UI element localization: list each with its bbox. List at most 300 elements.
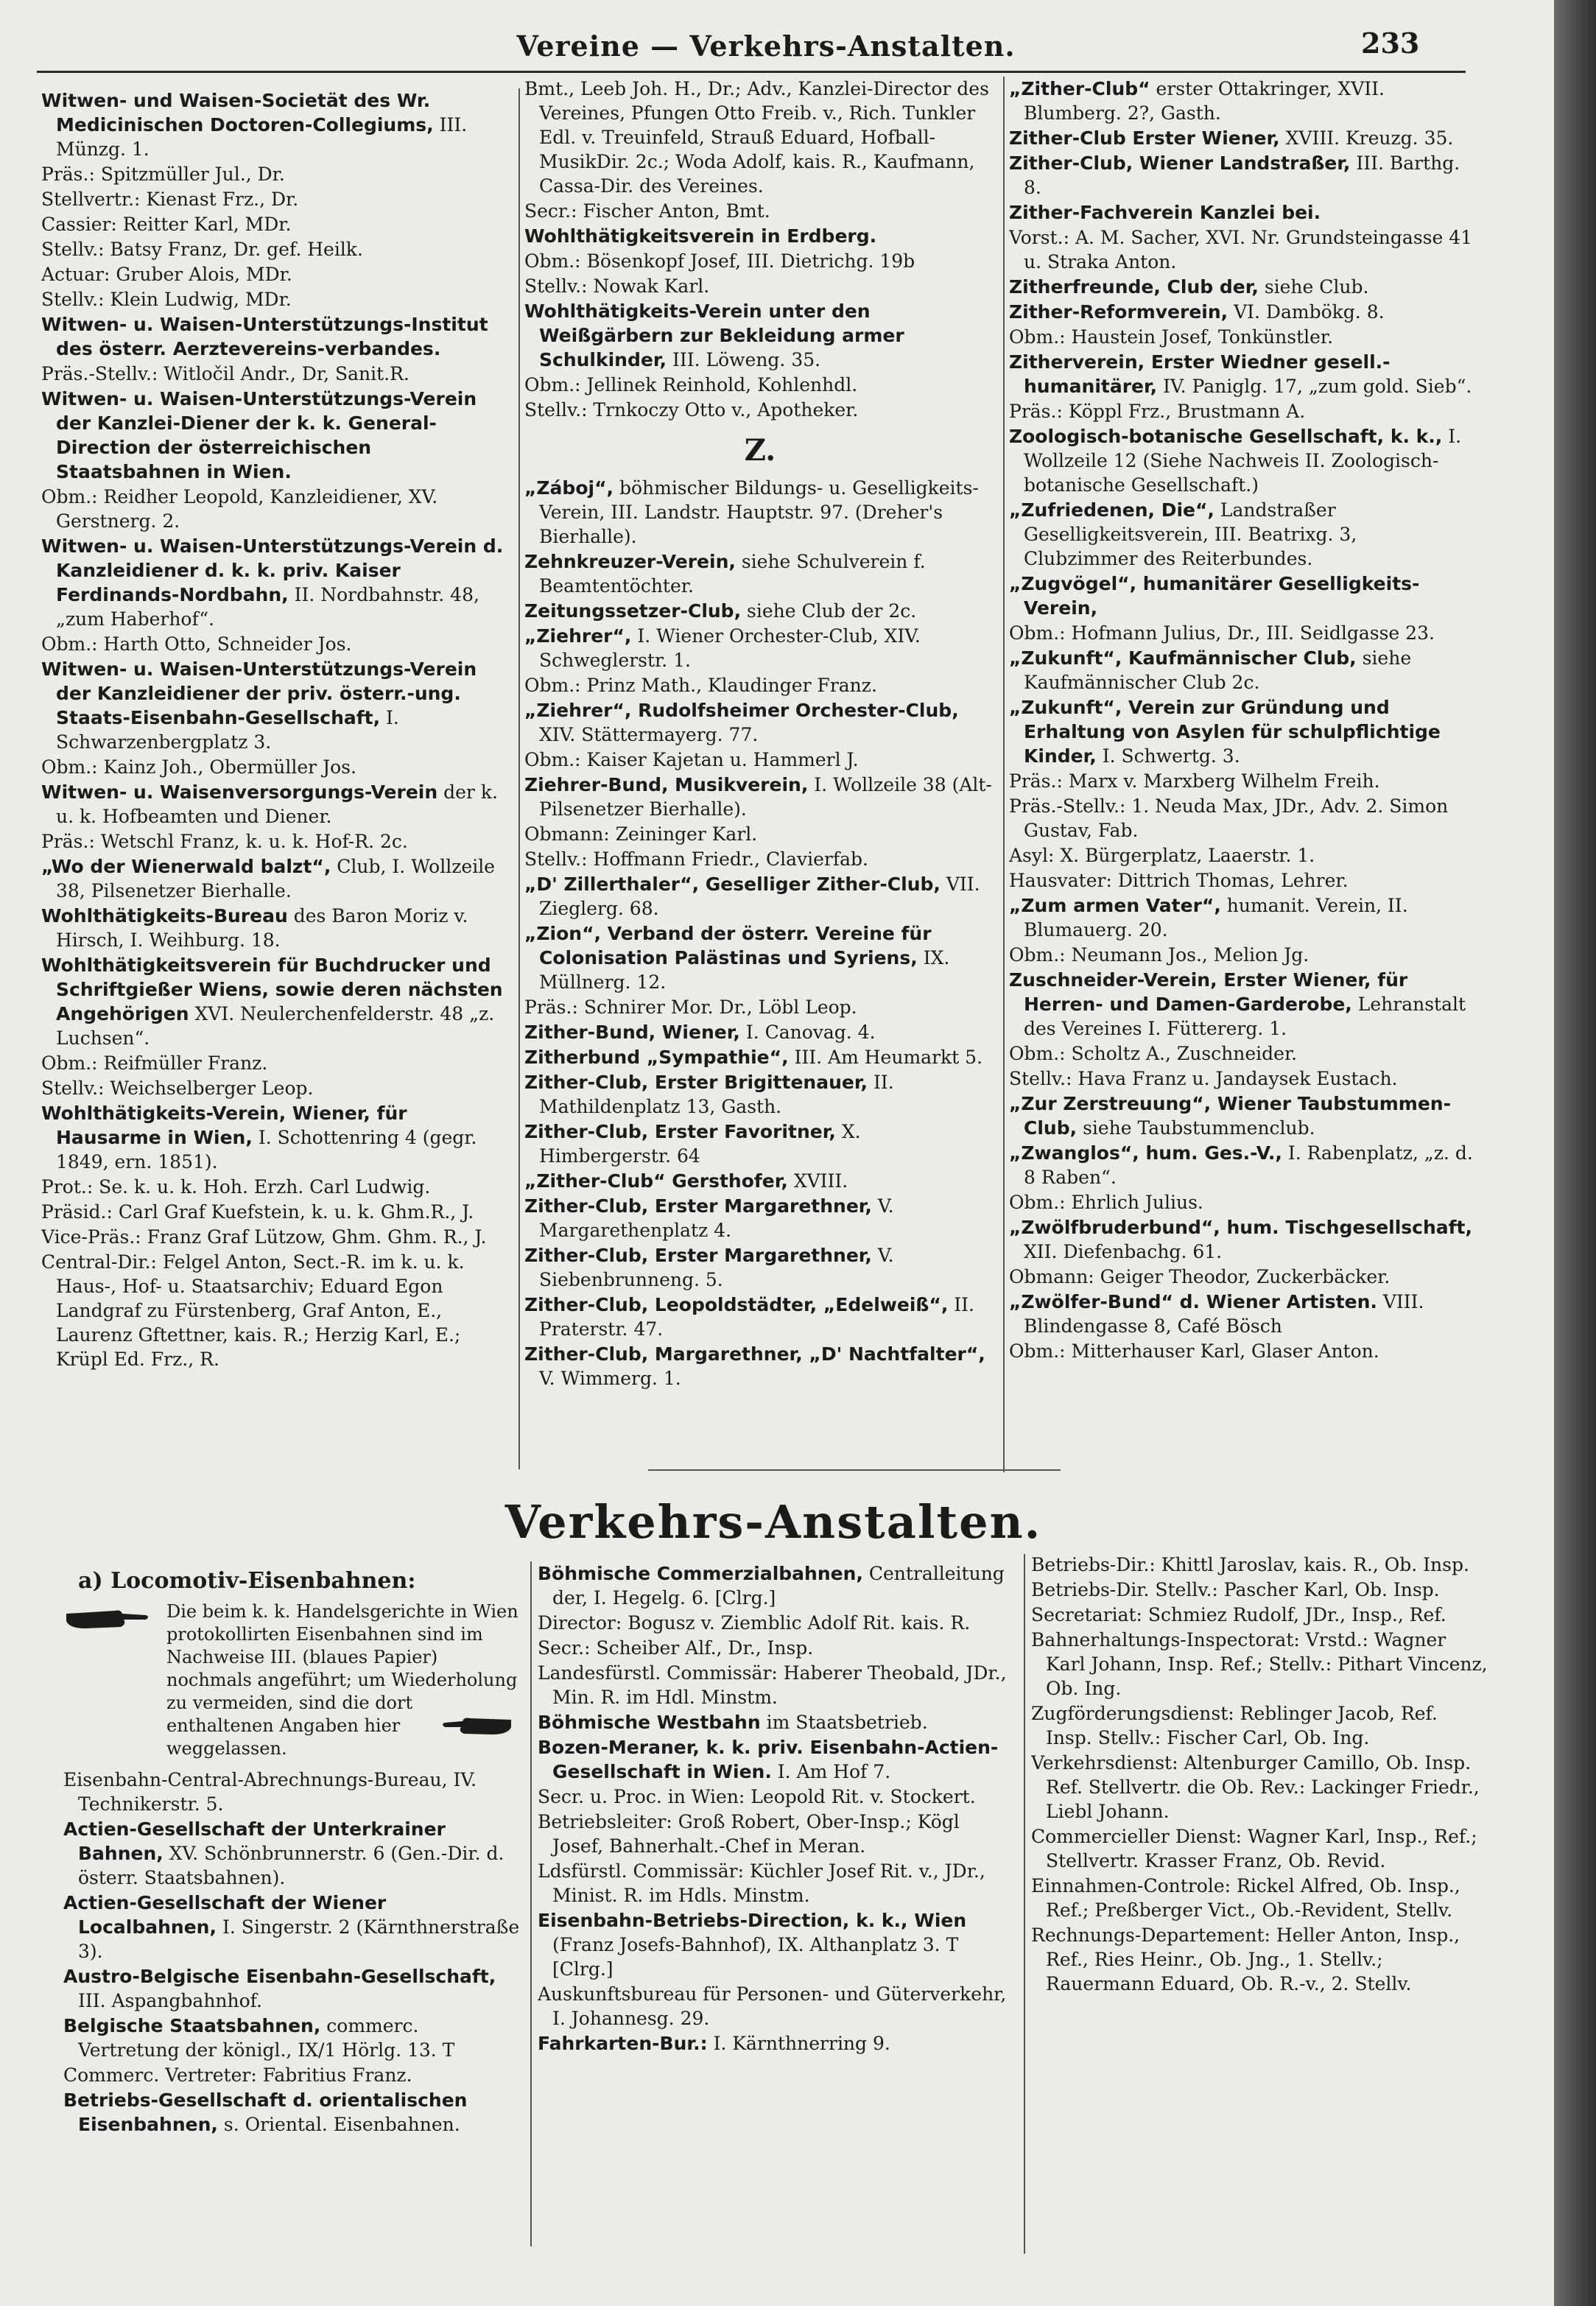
entry-text: siehe Club der 2c. bbox=[747, 600, 917, 622]
entry-text: Club, I. Wollzeile 38, Pilsenetzer Bierhalle. bbox=[56, 856, 495, 901]
directory-entry bbox=[63, 2088, 520, 2137]
entry-text: Betriebs-Dir. Stellv.: Pascher Karl, Ob. Insp. bbox=[1031, 1579, 1440, 1600]
directory-entry bbox=[524, 1293, 996, 1341]
directory-entry bbox=[524, 373, 996, 397]
directory-entry bbox=[1009, 1339, 1473, 1363]
entry-heading: Wohlthätigkeitsverein in Erdberg. bbox=[524, 225, 877, 247]
directory-entry bbox=[538, 1735, 1009, 1784]
directory-entry bbox=[524, 1020, 996, 1044]
entry-text: siehe Club. bbox=[1264, 276, 1369, 298]
directory-entry bbox=[538, 1982, 1009, 2031]
entry-heading: Böhmische Westbahn bbox=[538, 1712, 761, 1733]
directory-entry bbox=[524, 698, 996, 747]
entry-heading: Ziehrer-Bund, Musikverein, bbox=[524, 774, 809, 795]
entry-heading: Fahrkarten-Bur.: bbox=[538, 2033, 708, 2054]
directory-entry bbox=[538, 1810, 1009, 1858]
entry-text: Central-Dir.: Felgel Anton, Sect.-R. im k. u. k. Haus-, Hof- u. Staatsarchiv; Eduard Egon Landgraf zu Fürstenberg, Graf Anton, E., Laurenz Gftettner, kais. R.; Herzig Karl, E.; Krüpl Ed. Frz., R. bbox=[41, 1251, 465, 1370]
directory-entry bbox=[1009, 200, 1473, 225]
entry-text: Rechnungs-Departement: Heller Anton, Insp., Ref., Ries Heinr., Ob. Jng., 1. Stellv.; Rauermann Eduard, Ob. R.-v., 2. Stellv. bbox=[1031, 1924, 1460, 1994]
entry-heading: „Zur Zerstreuung“, Wiener Taubstummen-Club, bbox=[1009, 1093, 1451, 1139]
entry-text: XVIII. bbox=[793, 1170, 848, 1192]
entry-text: (Franz Josefs-Bahnhof), IX. Althanplatz 3. T [Clrg.] bbox=[552, 1934, 959, 1980]
entry-text: Verkehrsdienst: Altenburger Camillo, Ob. Insp. Ref. Stellvertr. die Ob. Rev.: Lackinger Friedr., Liebl Johann. bbox=[1031, 1752, 1480, 1822]
directory-entry bbox=[538, 1908, 1009, 1981]
directory-entry bbox=[41, 88, 513, 161]
entry-text: Actuar: Gruber Alois, MDr. bbox=[41, 264, 292, 285]
entry-text: Obm.: Mitterhauser Karl, Glaser Anton. bbox=[1009, 1340, 1379, 1362]
entry-heading: „D' Zillerthaler“, Geselliger Zither-Club, bbox=[524, 873, 941, 895]
page-number: 233 bbox=[1361, 27, 1420, 60]
directory-entry bbox=[41, 312, 513, 361]
directory-entry bbox=[1009, 695, 1473, 768]
entry-text: Zugförderungsdienst: Reblinger Jacob, Ref. Insp. Stellv.: Fischer Carl, Ob. Ing. bbox=[1031, 1703, 1438, 1748]
directory-entry bbox=[538, 1611, 1009, 1635]
directory-entry bbox=[1009, 868, 1473, 893]
directory-entry bbox=[63, 1964, 520, 2013]
entry-text: Präs.-Stellv.: 1. Neuda Max, JDr., Adv. 2. Simon Gustav, Fab. bbox=[1009, 795, 1449, 841]
entry-heading: „Zufriedenen, Die“, bbox=[1009, 499, 1214, 521]
directory-entry bbox=[63, 1817, 520, 1890]
directory-entry bbox=[41, 953, 513, 1050]
entry-heading: Witwen- u. Waisen-Unterstützungs-Verein der Kanzleidiener der priv. österr.-ung. Staats-Eisenbahn-Gesellschaft, bbox=[41, 658, 477, 728]
entry-text: II. Mathildenplatz 13, Gasth. bbox=[539, 1072, 894, 1117]
directory-entry bbox=[1009, 126, 1473, 150]
directory-entry bbox=[63, 1768, 520, 1816]
directory-entry bbox=[524, 549, 996, 598]
entry-heading: „Zion“, Verband der österr. Vereine für Colonisation Palästinas und Syriens, bbox=[524, 923, 932, 969]
entry-text: Obm.: Jellinek Reinhold, Kohlenhdl. bbox=[524, 374, 858, 396]
directory-entry bbox=[1009, 399, 1473, 423]
directory-entry bbox=[1009, 1092, 1473, 1140]
directory-entry bbox=[538, 1561, 1009, 1610]
directory-entry bbox=[41, 262, 513, 287]
directory-entry bbox=[524, 476, 996, 549]
entry-text: Landesfürstl. Commissär: Haberer Theobald, JDr., Min. R. im Hdl. Minstm. bbox=[538, 1662, 1007, 1708]
directory-entry bbox=[1009, 225, 1473, 274]
entry-heading: Actien-Gesellschaft der Wiener Localbahnen, bbox=[63, 1892, 387, 1938]
entry-text: X. Himbergerstr. 64 bbox=[539, 1121, 861, 1167]
directory-entry bbox=[1009, 350, 1473, 398]
directory-entry bbox=[538, 1661, 1009, 1709]
directory-entry bbox=[1009, 943, 1473, 967]
entry-text: V. Wimmerg. 1. bbox=[539, 1368, 681, 1389]
directory-entry bbox=[1031, 1824, 1488, 1873]
entry-heading: Zither-Fachverein Kanzlei bei. bbox=[1009, 202, 1321, 223]
column-rule bbox=[1024, 1554, 1025, 2254]
directory-entry bbox=[1009, 151, 1473, 200]
entry-text: XV. Schönbrunnerstr. 6 (Gen.-Dir. d. österr. Staatsbahnen). bbox=[78, 1843, 505, 1888]
entry-heading: Eisenbahn-Betriebs-Direction, k. k., Wien bbox=[538, 1910, 967, 1931]
directory-entry bbox=[1009, 646, 1473, 695]
entry-text: VII. Zieglerg. 68. bbox=[539, 873, 980, 919]
entry-heading: „Zukunft“, Verein zur Gründung und Erhaltung von Asylen für schulpflichtige Kinder, bbox=[1009, 697, 1441, 767]
entry-heading: Zither-Bund, Wiener, bbox=[524, 1022, 740, 1043]
directory-entry bbox=[524, 77, 996, 198]
directory-entry bbox=[524, 599, 996, 623]
directory-entry bbox=[1009, 300, 1473, 324]
directory-entry bbox=[1009, 769, 1473, 793]
entry-text: Obm.: Harth Otto, Schneider Jos. bbox=[41, 633, 352, 655]
entry-text: IX. Müllnerg. 12. bbox=[539, 947, 950, 993]
entry-text: Obm.: Kaiser Kajetan u. Hammerl J. bbox=[524, 749, 859, 770]
entry-text: V. Siebenbrunneng. 5. bbox=[539, 1245, 894, 1290]
entry-text: commerc. Vertretung der königl., IX/1 Hörlg. 13. T bbox=[78, 2015, 455, 2061]
entry-text: der k. u. k. Hofbeamten und Diener. bbox=[56, 781, 498, 827]
directory-entry bbox=[524, 199, 996, 223]
directory-entry bbox=[524, 398, 996, 422]
directory-entry bbox=[41, 829, 513, 854]
directory-entry bbox=[524, 748, 996, 772]
entry-heading: Belgische Staatsbahnen, bbox=[63, 2015, 321, 2036]
entry-heading: Zuschneider-Verein, Erster Wiener, für Herren- und Damen-Garderobe, bbox=[1009, 969, 1408, 1015]
entry-text: Obm.: Kainz Joh., Obermüller Jos. bbox=[41, 756, 356, 778]
entry-text: Stellv.: Hoffmann Friedr., Clavierfab. bbox=[524, 848, 868, 870]
entry-text: Obm.: Haustein Josef, Tonkünstler. bbox=[1009, 326, 1334, 348]
entry-text: s. Oriental. Eisenbahnen. bbox=[223, 2114, 460, 2135]
directory-entry bbox=[524, 872, 996, 921]
entry-heading: „Wo der Wienerwald balzt“, bbox=[41, 856, 331, 877]
directory-entry bbox=[524, 1070, 996, 1119]
entry-heading: Austro-Belgische Eisenbahn-Gesellschaft, bbox=[63, 1966, 496, 1987]
verkehrs-column-3 bbox=[1031, 1553, 1488, 2291]
entry-heading: „Ziehrer“, bbox=[524, 625, 632, 647]
directory-entry bbox=[41, 362, 513, 386]
entry-text: Bahnerhaltungs-Inspectorat: Vrstd.: Wagner Karl Johann, Insp. Ref.; Stellv.: Pithart Vincenz, Ob. Ing. bbox=[1031, 1629, 1488, 1699]
entry-text: Secr. u. Proc. in Wien: Leopold Rit. v. Stockert. bbox=[538, 1786, 976, 1807]
page-edge-shadow bbox=[1554, 0, 1596, 2306]
vereine-column-2-top bbox=[524, 77, 996, 422]
entry-heading: „Záboj“, bbox=[524, 477, 614, 499]
pointing-hand-icon bbox=[63, 1603, 152, 1633]
subsection-heading: a) Locomotiv-Eisenbahnen: bbox=[78, 1569, 416, 1594]
header-rule bbox=[37, 71, 1466, 73]
entry-text: XIV. Stättermayerg. 77. bbox=[539, 724, 759, 745]
entry-text: Obm.: Prinz Math., Klaudinger Franz. bbox=[524, 675, 877, 696]
directory-entry bbox=[1009, 275, 1473, 299]
reference-note bbox=[63, 1600, 520, 1760]
entry-heading: Zither-Reformverein, bbox=[1009, 301, 1228, 323]
entry-text: Director: Bogusz v. Ziemblic Adolf Rit. kais. R. bbox=[538, 1612, 971, 1634]
entry-heading: Wohlthätigkeitsverein für Buchdrucker und Schriftgießer Wiens, sowie deren nächsten Angehörigen bbox=[41, 955, 503, 1024]
directory-entry bbox=[1009, 325, 1473, 349]
directory-entry bbox=[1009, 1066, 1473, 1091]
entry-text: im Staatsbetrieb. bbox=[766, 1712, 928, 1733]
directory-entry bbox=[63, 2014, 520, 2062]
directory-entry bbox=[41, 854, 513, 903]
entry-text: I. Wollzeile 38 (Alt-Pilsenetzer Bierhalle). bbox=[539, 774, 992, 820]
directory-entry bbox=[524, 673, 996, 697]
directory-entry bbox=[1009, 572, 1473, 620]
entry-text: siehe Kaufmännischer Club 2c. bbox=[1024, 647, 1412, 693]
directory-entry bbox=[538, 1785, 1009, 1809]
directory-entry bbox=[1009, 1215, 1473, 1264]
entry-text: Obm.: Hofmann Julius, Dr., III. Seidlgasse 23. bbox=[1009, 622, 1435, 644]
entry-text: Stellvertr.: Kienast Frz., Dr. bbox=[41, 189, 299, 210]
directory-entry bbox=[1009, 968, 1473, 1041]
entry-heading: Actien-Gesellschaft der Unterkrainer Bahnen, bbox=[63, 1818, 446, 1864]
pointing-hand-icon bbox=[440, 1711, 514, 1737]
entry-text: Obm.: Reidher Leopold, Kanzleidiener, XV. Gerstnerg. 2. bbox=[41, 486, 438, 532]
entry-text: IV. Paniglg. 17, „zum gold. Sieb“. bbox=[1163, 376, 1472, 397]
entry-heading: Zither-Club, Erster Brigittenauer, bbox=[524, 1072, 868, 1093]
entry-heading: Zitherverein, Erster Wiedner gesell.-humanitärer, bbox=[1009, 351, 1391, 397]
entry-text: I. Wollzeile 12 (Siehe Nachweis II. Zoologisch-botanische Gesellschaft.) bbox=[1024, 426, 1462, 496]
directory-entry bbox=[1031, 1923, 1488, 1996]
entry-text: Secretariat: Schmiez Rudolf, JDr., Insp., Ref. bbox=[1031, 1604, 1446, 1625]
entry-heading: Betriebs-Gesellschaft d. orientalischen Eisenbahnen, bbox=[63, 2089, 468, 2135]
entry-heading: „Zither-Club“ Gersthofer, bbox=[524, 1170, 788, 1192]
directory-entry bbox=[41, 485, 513, 533]
entry-heading: Zither-Club, Erster Margarethner, bbox=[524, 1245, 872, 1266]
directory-entry bbox=[524, 847, 996, 871]
entry-heading: „Ziehrer“, Rudolfsheimer Orchester-Club, bbox=[524, 700, 959, 721]
entry-text: III. Aspangbahnhof. bbox=[78, 1990, 262, 2011]
entry-text: Präs.: Wetschl Franz, k. u. k. Hof-R. 2c. bbox=[41, 831, 408, 852]
entry-heading: Bozen-Meraner, k. k. priv. Eisenbahn-Actien-Gesellschaft in Wien. bbox=[538, 1737, 999, 1782]
directory-entry bbox=[538, 1859, 1009, 1908]
running-head: Vereine — Verkehrs-Anstalten. bbox=[516, 29, 1016, 63]
directory-entry bbox=[524, 1194, 996, 1242]
entry-text: Obm.: Scholtz A., Zuschneider. bbox=[1009, 1043, 1298, 1064]
directory-entry bbox=[41, 755, 513, 779]
entry-text: XVI. Neulerchenfelderstr. 48 „z. Luchsen“. bbox=[56, 1003, 495, 1049]
entry-heading: Wohlthätigkeits-Bureau bbox=[41, 905, 288, 927]
entry-text: Commerc. Vertreter: Fabritius Franz. bbox=[63, 2064, 412, 2086]
verkehrs-column-1-entries bbox=[63, 1768, 520, 2137]
vereine-column-2-z bbox=[524, 476, 996, 1391]
entry-text: Vice-Präs.: Franz Graf Lützow, Ghm. Ghm. R., J. bbox=[41, 1226, 487, 1248]
directory-entry bbox=[41, 632, 513, 656]
directory-entry bbox=[1009, 498, 1473, 571]
directory-entry bbox=[41, 904, 513, 952]
directory-entry bbox=[524, 1169, 996, 1193]
directory-entry bbox=[1009, 794, 1473, 843]
entry-text: Obmann: Geiger Theodor, Zuckerbäcker. bbox=[1009, 1266, 1391, 1287]
vereine-column-1 bbox=[41, 88, 513, 1484]
entry-heading: Witwen- u. Waisen-Unterstützungs-Institut des österr. Aerztevereins-verbandes. bbox=[41, 314, 488, 359]
entry-text: Präs.: Köppl Frz., Brustmann A. bbox=[1009, 401, 1306, 422]
entry-heading: Witwen- und Waisen-Societät des Wr. Medicinischen Doctoren-Collegiums, bbox=[41, 90, 434, 136]
directory-entry bbox=[524, 299, 996, 372]
entry-text: I. Schwertg. 3. bbox=[1102, 745, 1240, 767]
vereine-column-2 bbox=[524, 77, 996, 1484]
directory-entry bbox=[1009, 1041, 1473, 1066]
directory-entry bbox=[1009, 1290, 1473, 1338]
directory-entry bbox=[1009, 1265, 1473, 1289]
entry-text: I. Schwarzenbergplatz 3. bbox=[56, 707, 399, 753]
directory-entry bbox=[524, 249, 996, 273]
directory-entry bbox=[63, 2063, 520, 2087]
entry-text: III. Münzg. 1. bbox=[56, 114, 468, 160]
directory-entry bbox=[41, 1250, 513, 1371]
entry-text: Vorst.: A. M. Sacher, XVI. Nr. Grundsteingasse 41 u. Straka Anton. bbox=[1009, 227, 1473, 273]
entry-heading: Zither-Club, Erster Favoritner, bbox=[524, 1121, 836, 1142]
directory-entry bbox=[63, 1891, 520, 1964]
entry-text: Eisenbahn-Central-Abrechnungs-Bureau, IV. Technikerstr. 5. bbox=[63, 1769, 477, 1815]
entry-heading: Witwen- u. Waisen-Unterstützungs-Verein d. Kanzleidiener d. k. k. priv. Kaiser Ferdinands-Nordbahn, bbox=[41, 535, 504, 605]
entry-text: Obm.: Reifmüller Franz. bbox=[41, 1052, 268, 1074]
directory-entry bbox=[1009, 621, 1473, 645]
directory-entry bbox=[41, 1175, 513, 1199]
entry-heading: Zitherfreunde, Club der, bbox=[1009, 276, 1259, 298]
letter-heading-z: Z. bbox=[744, 433, 776, 468]
directory-entry bbox=[41, 534, 513, 631]
entry-text: I. Canovag. 4. bbox=[745, 1022, 876, 1043]
entry-heading: Zither-Club, Leopoldstädter, „Edelweiß“, bbox=[524, 1294, 949, 1315]
entry-text: Einnahmen-Controle: Rickel Alfred, Ob. Insp., Ref.; Preßberger Vict., Ob.-Revident, Stellv. bbox=[1031, 1875, 1460, 1921]
entry-heading: Witwen- u. Waisen-Unterstützungs-Verein der Kanzlei-Diener der k. k. General-Direction der österreichischen Staatsbahnen in Wien. bbox=[41, 388, 477, 482]
entry-heading: Witwen- u. Waisenversorgungs-Verein bbox=[41, 781, 438, 803]
entry-text: V. Margarethenplatz 4. bbox=[539, 1195, 894, 1241]
directory-entry bbox=[1031, 1578, 1488, 1602]
entry-heading: „Zugvögel“, humanitärer Geselligkeits-Verein, bbox=[1009, 573, 1420, 619]
entry-text: siehe Schulverein f. Beamtentöchter. bbox=[539, 551, 926, 597]
directory-entry bbox=[41, 162, 513, 186]
entry-heading: „Zukunft“, Kaufmännischer Club, bbox=[1009, 647, 1357, 669]
entry-text: Präsid.: Carl Graf Kuefstein, k. u. k. Ghm.R., J. bbox=[41, 1201, 474, 1223]
entry-text: Obm.: Bösenkopf Josef, III. Dietrichg. 19b bbox=[524, 250, 915, 272]
entry-heading: „Zum armen Vater“, bbox=[1009, 895, 1221, 916]
directory-entry bbox=[41, 1200, 513, 1224]
entry-text: Stellv.: Klein Ludwig, MDr. bbox=[41, 289, 292, 310]
entry-heading: „Zwanglos“, hum. Ges.-V., bbox=[1009, 1142, 1282, 1164]
entry-text: Betriebs-Dir.: Khittl Jaroslav, kais. R., Ob. Insp. bbox=[1031, 1554, 1469, 1575]
entry-heading: Wohlthätigkeits-Verein unter den Weißgärbern zur Bekleidung armer Schulkinder, bbox=[524, 300, 904, 370]
entry-heading: Zither-Club, Erster Margarethner, bbox=[524, 1195, 872, 1217]
directory-entry bbox=[41, 780, 513, 829]
entry-text: III. Löweng. 35. bbox=[672, 349, 821, 370]
directory-entry bbox=[538, 2031, 1009, 2056]
entry-text: Landstraßer Geselligkeitsverein, III. Beatrixg. 3, Clubzimmer des Reiterbundes. bbox=[1024, 499, 1357, 569]
entry-heading: „Zither-Club“ bbox=[1009, 78, 1150, 99]
directory-entry bbox=[524, 1243, 996, 1292]
directory-entry bbox=[1031, 1874, 1488, 1922]
entry-heading: Zither-Club, Margarethner, „D' Nachtfalter“, bbox=[524, 1343, 985, 1365]
section-title: Verkehrs-Anstalten. bbox=[505, 1495, 1042, 1549]
directory-entry bbox=[524, 773, 996, 821]
entry-text: Centralleitung der, I. Hegelg. 6. [Clrg.] bbox=[552, 1563, 1005, 1609]
entry-text: VI. Dambökg. 8. bbox=[1234, 301, 1385, 323]
directory-entry bbox=[1031, 1553, 1488, 1577]
directory-entry bbox=[1031, 1628, 1488, 1701]
directory-entry bbox=[41, 1101, 513, 1174]
entry-text: böhmischer Bildungs- u. Geselligkeits-Verein, III. Landstr. Hauptstr. 97. (Dreher's Bierhalle). bbox=[539, 477, 979, 547]
entry-text: Obm.: Ehrlich Julius. bbox=[1009, 1192, 1203, 1213]
directory-entry bbox=[41, 212, 513, 236]
entry-heading: Zither-Club Erster Wiener, bbox=[1009, 127, 1280, 149]
entry-text: Obm.: Neumann Jos., Melion Jg. bbox=[1009, 944, 1310, 966]
directory-entry bbox=[41, 657, 513, 754]
verkehrs-column-2 bbox=[538, 1561, 1009, 2291]
entry-text: I. Singerstr. 2 (Kärnthnerstraße 3). bbox=[78, 1916, 520, 1962]
entry-text: II. Nordbahnstr. 48, „zum Haberhof“. bbox=[56, 584, 479, 630]
directory-entry bbox=[524, 921, 996, 994]
entry-text: Commercieller Dienst: Wagner Karl, Insp., Ref.; Stellvertr. Krasser Franz, Ob. Revid. bbox=[1031, 1826, 1477, 1871]
reference-note-text: Die beim k. k. Handelsgerichte in Wien protokollirten Eisenbahnen sind im Nachweise III. (blaues Papier) nochmals angeführt; um Wiederholung zu vermeiden, sind die dort enthaltenen Angaben hier weggelassen. bbox=[166, 1601, 518, 1759]
entry-text: Stellv.: Trnkoczy Otto v., Apotheker. bbox=[524, 399, 859, 421]
entry-text: des Baron Moriz v. Hirsch, I. Weihburg. 18. bbox=[56, 905, 468, 951]
entry-heading: „Zwölfer-Bund“ d. Wiener Artisten. bbox=[1009, 1291, 1377, 1312]
entry-text: Betriebsleiter: Groß Robert, Ober-Insp.; Kögl Josef, Bahnerhalt.-Chef in Meran. bbox=[538, 1811, 960, 1857]
entry-text: Stellv.: Nowak Karl. bbox=[524, 275, 710, 297]
entry-text: Stellv.: Hava Franz u. Jandaysek Eustach. bbox=[1009, 1068, 1398, 1089]
entry-text: XII. Diefenbachg. 61. bbox=[1024, 1241, 1223, 1262]
entry-text: II. Praterstr. 47. bbox=[539, 1294, 974, 1340]
directory-entry bbox=[41, 187, 513, 211]
column-rule bbox=[518, 88, 520, 1469]
entry-text: Obmann: Zeininger Karl. bbox=[524, 823, 758, 845]
directory-entry bbox=[1009, 424, 1473, 497]
entry-heading: Böhmische Commerzialbahnen, bbox=[538, 1563, 863, 1584]
entry-text: Ldsfürstl. Commissär: Küchler Josef Rit. v., JDr., Minist. R. im Hdls. Minstm. bbox=[538, 1860, 985, 1906]
entry-heading: Zither-Club, Wiener Landstraßer, bbox=[1009, 152, 1351, 174]
entry-text: Präs.: Spitzmüller Jul., Dr. bbox=[41, 164, 285, 185]
column-rule bbox=[530, 1561, 532, 2246]
entry-text: XVIII. Kreuzg. 35. bbox=[1285, 127, 1454, 149]
directory-entry bbox=[1009, 1190, 1473, 1214]
entry-heading: „Zwölfbruderbund“, hum. Tischgesellschaft, bbox=[1009, 1217, 1472, 1238]
entry-text: Bmt., Leeb Joh. H., Dr.; Adv., Kanzlei-Director des Vereines, Pfungen Otto Freib. v., Rich. Tunkler Edl. v. Treuinfeld, Strauß Eduard, Hofball-MusikDir. 2c.; Woda Adolf, kais. R., Kaufmann, Cassa-Dir. des Vereines. bbox=[524, 78, 989, 197]
entry-text: Cassier: Reitter Karl, MDr. bbox=[41, 214, 292, 235]
directory-entry bbox=[524, 822, 996, 846]
entry-text: VIII. Blindengasse 8, Café Bösch bbox=[1024, 1291, 1424, 1337]
entry-text: I. Am Hof 7. bbox=[777, 1761, 891, 1782]
entry-heading: Zoologisch-botanische Gesellschaft, k. k., bbox=[1009, 426, 1443, 447]
column-rule bbox=[1003, 77, 1005, 1472]
directory-entry bbox=[1009, 77, 1473, 125]
entry-text: Präs.: Marx v. Marxberg Wilhelm Freih. bbox=[1009, 770, 1380, 792]
directory-entry bbox=[41, 1225, 513, 1249]
entry-text: I. Wiener Orchester-Club, XIV. Schweglerstr. 1. bbox=[539, 625, 921, 671]
directory-entry bbox=[538, 1636, 1009, 1660]
directory-entry bbox=[524, 1342, 996, 1391]
entry-text: III. Am Heumarkt 5. bbox=[794, 1047, 983, 1068]
entry-heading: Wohlthätigkeits-Verein, Wiener, für Hausarme in Wien, bbox=[41, 1103, 407, 1148]
entry-text: Stellv.: Batsy Franz, Dr. gef. Heilk. bbox=[41, 239, 363, 260]
entry-text: Lehranstalt des Vereines I. Füttererg. 1. bbox=[1024, 994, 1466, 1039]
entry-text: siehe Taubstummenclub. bbox=[1083, 1117, 1315, 1139]
directory-entry bbox=[524, 224, 996, 248]
section-rule bbox=[648, 1469, 1061, 1471]
directory-entry bbox=[41, 387, 513, 484]
entry-heading: Zehnkreuzer-Verein, bbox=[524, 551, 736, 572]
entry-text: humanit. Verein, II. Blumauerg. 20. bbox=[1024, 895, 1408, 941]
directory-entry bbox=[524, 995, 996, 1019]
directory-entry bbox=[524, 274, 996, 298]
entry-text: Secr.: Scheiber Alf., Dr., Insp. bbox=[538, 1637, 814, 1659]
entry-text: Auskunftsbureau für Personen- und Güterverkehr, I. Johannesg. 29. bbox=[538, 1983, 1007, 2029]
vereine-column-3 bbox=[1009, 77, 1473, 1484]
verkehrs-column-1 bbox=[63, 1569, 520, 2291]
entry-text: Stellv.: Weichselberger Leop. bbox=[41, 1078, 314, 1099]
entry-text: Prot.: Se. k. u. k. Hoh. Erzh. Carl Ludwig. bbox=[41, 1176, 431, 1198]
directory-entry bbox=[524, 1045, 996, 1069]
entry-heading: Zeitungssetzer-Club, bbox=[524, 600, 742, 622]
directory-entry bbox=[1009, 843, 1473, 868]
directory-entry bbox=[1031, 1701, 1488, 1750]
directory-entry bbox=[41, 287, 513, 312]
entry-heading: Zitherbund „Sympathie“, bbox=[524, 1047, 789, 1068]
entry-text: erster Ottakringer, XVII. Blumberg. 2?, Gasth. bbox=[1024, 78, 1385, 124]
entry-text: III. Barthg. 8. bbox=[1024, 152, 1460, 198]
directory-entry bbox=[538, 1710, 1009, 1734]
directory-entry bbox=[41, 1076, 513, 1100]
directory-entry bbox=[41, 1051, 513, 1075]
entry-text: I. Kärnthnerring 9. bbox=[713, 2033, 890, 2054]
entry-text: Asyl: X. Bürgerplatz, Laaerstr. 1. bbox=[1009, 845, 1315, 866]
directory-entry bbox=[524, 624, 996, 672]
entry-text: I. Schottenring 4 (gegr. 1849, ern. 1851). bbox=[56, 1127, 477, 1173]
